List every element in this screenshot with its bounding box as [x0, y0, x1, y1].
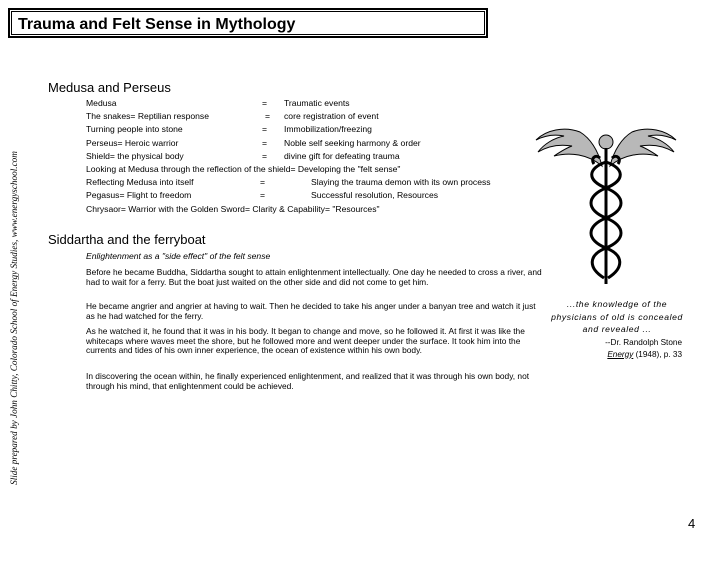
row-equals: = — [262, 124, 268, 135]
siddartha-paragraph-4: In discovering the ocean within, he finally experienced enlightenment, and realized that it was through his own body, not through his mind, that enlightenment could be achieved. — [86, 371, 530, 391]
staff-knob — [599, 135, 613, 149]
row-left: Pegasus= Flight to freedom — [86, 190, 192, 201]
row-equals: = — [262, 137, 268, 148]
caduceus-icon — [530, 118, 682, 290]
row-left: The snakes= Reptilian response — [86, 111, 210, 122]
medusa-heading: Medusa and Perseus — [48, 80, 171, 95]
row-equals: = — [265, 111, 271, 122]
row-left: Medusa — [86, 98, 117, 108]
row-right: Traumatic events — [284, 98, 350, 108]
side-credit: Slide prepared by John Chitty, Colorado School of Energy Studies, www.energyschool.com — [9, 151, 19, 485]
quote-citation: (1948), p. 33 — [633, 349, 682, 359]
row-right: core registration of event — [284, 111, 379, 122]
row-left: Reflecting Medusa into itself — [86, 177, 194, 188]
slide-title: Trauma and Felt Sense in Mythology — [18, 16, 296, 33]
row-equals: = — [260, 190, 266, 201]
row-left: Turning people into stone — [86, 124, 183, 135]
quote-source — [560, 337, 682, 360]
quote-author: --Dr. Randolph Stone — [605, 338, 682, 347]
siddartha-paragraph-2: He became angrier and angrier at having to wait. Then he decided to take his anger under a banyan tree and watch it just as he had watched for the ferry. — [86, 301, 536, 321]
row-left: Perseus= Heroic warrior — [86, 137, 179, 148]
siddartha-paragraph-3: As he watched it, he found that it was in his body. It began to change and move, so he followed it. At first it was like the whitecaps where waves meet the shore, but he followed more and went deeper under the surface. It took him into the currents and tides of his own inner experience, the ocean of existence within his own body. — [86, 326, 525, 356]
siddartha-paragraph-1: Before he became Buddha, Siddartha sought to attain enlightenment intellectually. One day he needed to cross a river, and had to wait for a ferry. But the boat just waited on the other side and did not come to get him. — [86, 267, 542, 287]
row-right: Noble self seeking harmony & order — [284, 137, 421, 148]
row-left: Shield= the physical body — [86, 150, 184, 161]
row-equals: = — [260, 177, 266, 188]
row-equals: = — [262, 150, 268, 161]
row-right: Successful resolution, Resources — [311, 190, 439, 201]
page-number: 4 — [688, 516, 696, 531]
siddartha-heading: Siddartha and the ferryboat — [48, 232, 206, 247]
siddartha-subtitle: Enlightenment as a "side effect" of the felt sense — [86, 251, 271, 261]
stone-quote: ...the knowledge of the physicians of old is concealed and revealed ... — [551, 299, 683, 335]
row-right: Slaying the trauma demon with its own process — [311, 177, 491, 188]
row-right: Immobilization/freezing — [284, 124, 372, 135]
row-equals: = — [262, 98, 268, 108]
chrysaor-line: Chrysaor= Warrior with the Golden Sword= Clarity & Capability= "Resources" — [86, 203, 380, 214]
looking-line: Looking at Medusa through the reflection of the shield= Developing the "felt sense" — [86, 163, 401, 174]
quote-book: Energy — [607, 349, 634, 359]
title-box — [8, 8, 488, 38]
row-right: divine gift for defeating trauma — [284, 150, 400, 161]
